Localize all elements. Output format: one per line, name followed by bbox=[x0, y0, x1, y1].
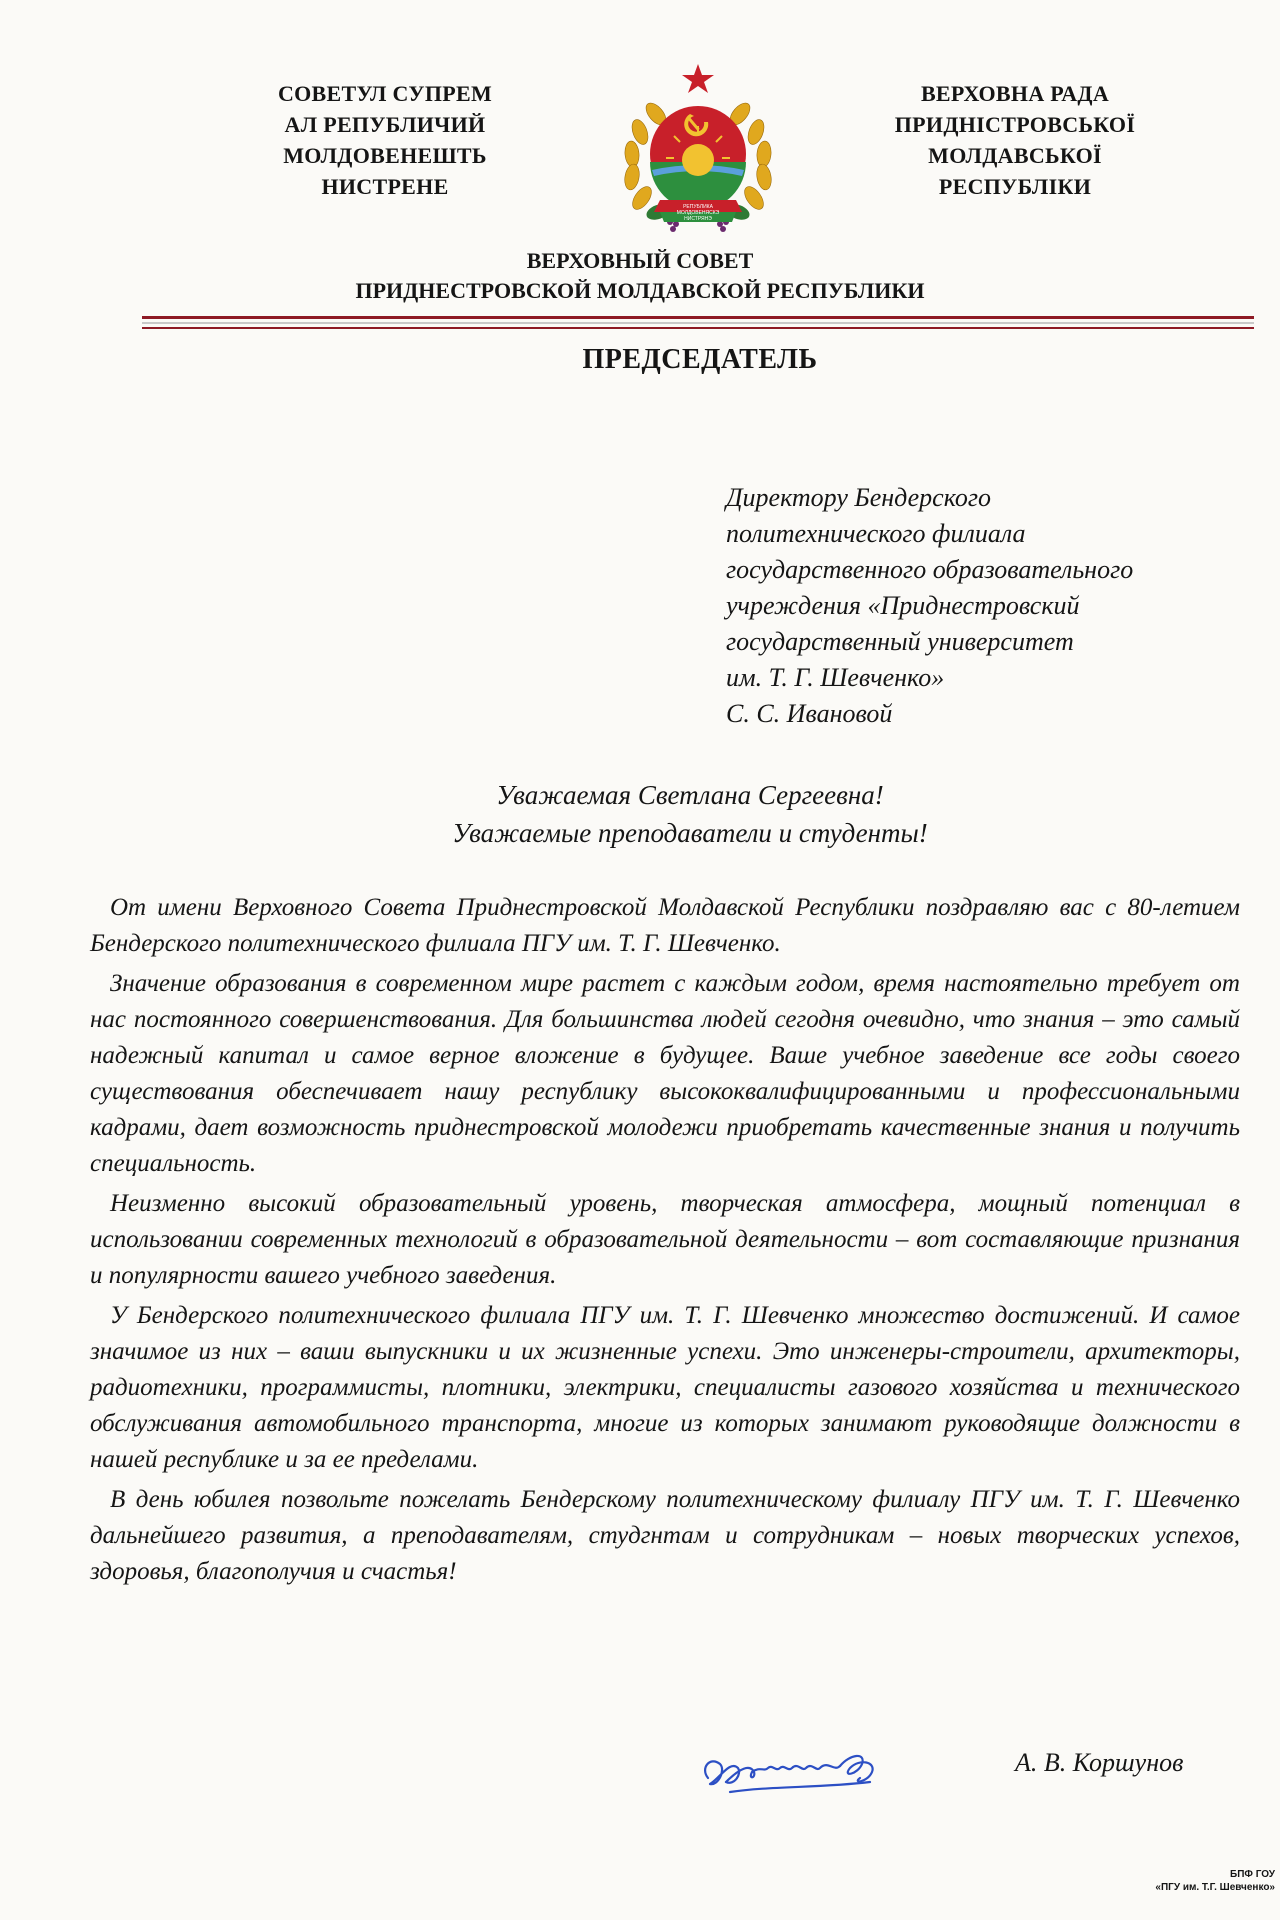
header-divider bbox=[142, 322, 1254, 324]
header-moldovan-line: АЛ РЕПУБЛИЧИЙ bbox=[284, 112, 486, 137]
body-paragraph: У Бендерского политехнического филиала ПГУ им. Т. Г. Шевченко множество достижений. И самое значимое из них – ваши выпускники и их жизненные успехи. Это инженеры-строители, архитекторы, радиотехники, программисты, плотники, электрики, специалисты газового хозяйства и технического обслуживания автомобильного транспорта, многие из которых занимают руководящие должности в нашей республике и за ее пределами. bbox=[90, 1302, 1240, 1473]
emblem-ribbon-text: МОЛДОВЕНЯСКЭ bbox=[676, 210, 720, 216]
emblem-ribbon-text: НИСТРЯНЭ bbox=[684, 216, 712, 222]
header-divider bbox=[142, 316, 1254, 319]
addressee-line: политехнического филиала bbox=[726, 519, 1026, 548]
body-paragraph: От имени Верховного Совета Приднестровской Молдавской Республики поздравляю вас с 80-летием Бендерского политехнического филиала ПГУ им. Т. Г. Шевченко. bbox=[90, 894, 1240, 957]
header-divider bbox=[142, 327, 1254, 329]
handwritten-signature bbox=[690, 1738, 930, 1808]
position-title: ПРЕДСЕДАТЕЛЬ bbox=[582, 344, 818, 375]
emblem-ribbon-text: РЕПУБЛИКА bbox=[683, 204, 713, 210]
addressee-line: государственный университет bbox=[726, 627, 1074, 656]
header-moldovan-line: СОВЕТУЛ СУПРЕМ bbox=[277, 81, 493, 106]
body-paragraph: Значение образования в современном мире растет с каждым годом, время настоятельно требует от нас постоянного совершенствования. Для большинства людей сегодня очевидно, что знания – это самый надежный капитал и самое верное вложение в будущее. Ваше учебное заведение все годы своего существования обеспечивает нашу республику высококвалифицированными и профессиональными кадрами, дает возможность приднестровской молодежи приобретать качественные знания и получить специальность. bbox=[90, 970, 1240, 1177]
header-ukrainian bbox=[870, 78, 1160, 202]
council-title-line: ВЕРХОВНЫЙ СОВЕТ bbox=[526, 248, 754, 273]
header-moldovan bbox=[240, 78, 530, 202]
body-paragraph: Неизменно высокий образовательный уровень, творческая атмосфера, мощный потенциал в использовании современных технологий в образовательной деятельности – вот составляющие признания и популярности вашего учебного заведения. bbox=[90, 1190, 1240, 1289]
header-ukrainian-line: ПРИДНІСТРОВСЬКОЇ bbox=[894, 112, 1136, 137]
addressee-line: им. Т. Г. Шевченко» bbox=[726, 663, 945, 692]
addressee-line: Директору Бендерского bbox=[726, 483, 992, 512]
addressee-line: С. С. Ивановой bbox=[726, 699, 893, 728]
addressee-line: государственного образовательного bbox=[726, 555, 1134, 584]
letter-body bbox=[90, 890, 1240, 1594]
header-ukrainian-line: ВЕРХОВНА РАДА bbox=[920, 81, 1110, 106]
state-emblem-icon bbox=[618, 62, 778, 242]
signatory-name: А. В. Коршунов bbox=[1015, 1748, 1184, 1777]
salutation-line: Уважаемая Светлана Сергеевна! bbox=[496, 780, 884, 810]
archive-stamp-line: БПФ ГОУ bbox=[1230, 1869, 1275, 1880]
archive-stamp-line: «ПГУ им. Т.Г. Шевченко» bbox=[1155, 1882, 1275, 1893]
header-ukrainian-line: МОЛДАВСЬКОЇ bbox=[928, 143, 1102, 168]
salutation-line: Уважаемые преподаватели и студенты! bbox=[452, 818, 928, 848]
council-title-line: ПРИДНЕСТРОВСКОЙ МОЛДАВСКОЙ РЕСПУБЛИКИ bbox=[355, 278, 925, 303]
body-paragraph: В день юбилея позвольте пожелать Бендерскому политехническому филиалу ПГУ им. Т. Г. Шевченко дальнейшего развития, а преподавателям, студгнтам и сотрудникам – новых творческих успехов, здоровья, благополучия и счастья! bbox=[90, 1486, 1240, 1585]
addressee-line: учреждения «Приднестровский bbox=[726, 591, 1080, 620]
addressee-block bbox=[726, 480, 1133, 732]
header-ukrainian-line: РЕСПУБЛІКИ bbox=[938, 174, 1092, 199]
header-moldovan-line: МОЛДОВЕНЕШТЬ bbox=[283, 143, 487, 168]
archive-stamp bbox=[1095, 1868, 1275, 1894]
header-moldovan-line: НИСТРЕНЕ bbox=[321, 174, 449, 199]
salutation bbox=[0, 776, 1280, 852]
council-title bbox=[0, 246, 1280, 306]
